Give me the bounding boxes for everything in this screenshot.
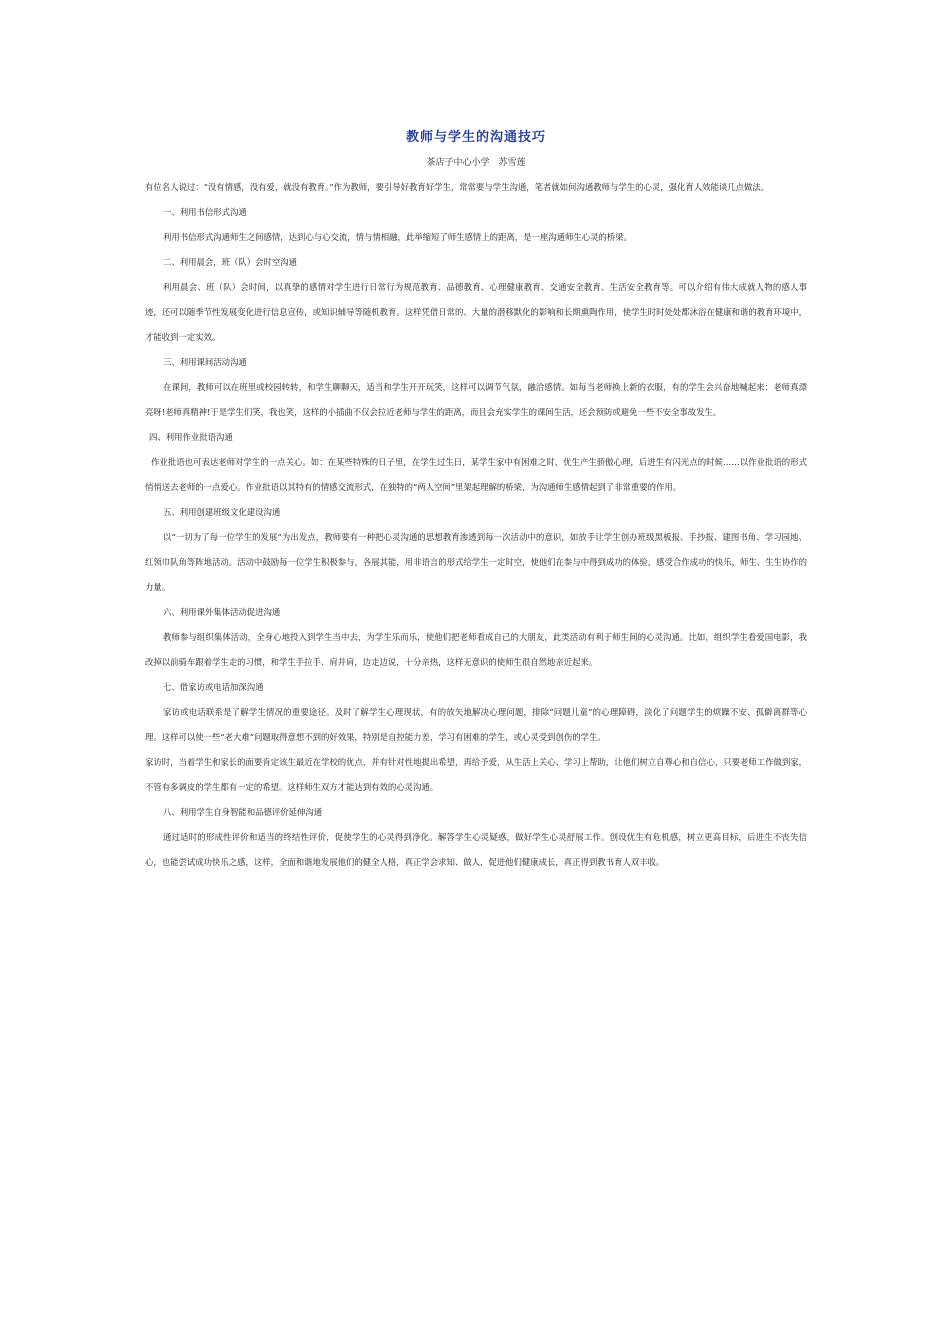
section-heading-7: 七、借家访或电话加深沟通 [163,682,264,692]
intro-paragraph: 有位名人说过：“没有情感，没有爱，就没有教育。”作为教师，要引导好教育好学生，常常要与学生沟通，笔者就如何沟通教师与学生的心灵，强化育人效能谈几点做法。 [145,182,770,192]
section-paragraph-7b: 家访时，当着学生和家长的面要肯定该生最近在学校的优点，并有针对性地提出希望，再给予爱，从生活上关心、学习上帮助，让他们树立自尊心和自信心，只要老师工作做到家，不管有多调皮的学生都有一定的希望。这样师生双方才能达到有效的心灵沟通。 [145,757,807,792]
section-paragraph-5: 以“一切为了每一位学生的发展”为出发点，教师要有一种把心灵沟通的思想教育渗透到每一次活动中的意识，如放手让学生创办班级黑板报、手抄报、建图书角、学习园地、红领巾队角等阵地活动。活动中鼓励每一位学生积极参与，各展其能，用非语言的形式给学生一定时空，使他们在参与中得到成功的体验，感受合作成功的快乐，师生、生生协作的力量。 [145,532,807,592]
section-heading-2: 二、利用晨会，班（队）会时空沟通 [163,257,297,267]
section-heading-6: 六、利用课外集体活动促进沟通 [163,607,281,617]
section-heading-8: 八、利用学生自身智能和品德评价延伸沟通 [163,807,323,817]
section-paragraph-2: 利用晨会、班（队）会时间，以真挚的感情对学生进行日常行为规范教育、品德教育、心理健康教育、交通安全教育、生活安全教育等。可以介绍有伟大成就人物的感人事迹，还可以随季节性发展变化进行信息宣传，或知识辅导等随机教育。这样凭借日常的、大量的潜移默化的影响和长期熏陶作用，使学生时时处处都沐浴在健康和谐的教育环境中，才能收到一定实效。 [145,282,807,342]
section-paragraph-4: 作业批语也可表达老师对学生的一点关心。如：在某些特殊的日子里，在学生过生日，某学生家中有困难之时，优生产生骄傲心理，后进生有闪光点的时候……以作业批语的形式悄悄送去老师的一点爱心。作业批语以其特有的情感交流形式，在独特的“两人空间”里架起理解的桥梁，为沟通师生感情起到了非常重要的作用。 [145,457,807,492]
section-paragraph-7a: 家访或电话联系是了解学生情况的重要途径。及时了解学生心理现状，有的放矢地解决心理问题，排除“问题儿童”的心理障碍，淡化了问题学生的烦躁不安、孤僻离群等心理。这样可以使一些“老大难”问题取得意想不到的好效果，特别是自控能力差，学习有困难的学生，或心灵受到创伤的学生。 [145,707,807,742]
section-paragraph-1: 利用书信形式沟通师生之间感情，达到心与心交流，情与情相融，此举缩短了师生感情上的距离，是一座沟通师生心灵的桥梁。 [163,232,632,242]
section-heading-5: 五、利用创建班级文化建设沟通 [163,507,281,517]
section-paragraph-8: 通过适时的形成性评价和适当的终结性评价，促使学生的心灵得到净化。解答学生心灵疑惑，做好学生心灵舒展工作。创设优生有危机感，树立更高目标，后进生不丧失信心，也能尝试成功快乐之感，这样，全面和谐地发展他们的健全人格，真正学会求知、做人，促进他们健康成长，真正得到教书育人双丰收。 [145,832,807,867]
section-heading-4: 四、利用作业批语沟通 [149,432,233,442]
document-title: 教师与学生的沟通技巧 [405,130,546,145]
section-heading-3: 三、利用课间活动沟通 [163,357,247,367]
section-heading-1: 一、利用书信形式沟通 [163,207,247,217]
document-page [145,126,807,875]
document-author: 茶店子中心小学 苏雪莲 [426,158,526,168]
section-paragraph-3: 在课间，教师可以在班里或校园转转，和学生聊聊天，适当和学生开开玩笑，这样可以调节气氛，融洽感情。如每当老师换上新的衣服，有的学生会兴奋地喊起来：老师真漂亮呀!老师真精神!于是学生们笑，我也笑，这样的小插曲不仅会拉近老师与学生的距离，而且会充实学生的课间生活，还会预防或避免一些不安全事故发生。 [145,382,807,417]
section-paragraph-6: 教师参与组织集体活动，全身心地投入到学生当中去，为学生乐而乐，使他们把老师看成自己的大朋友，此类活动有利于师生间的心灵沟通。比如，组织学生看爱国电影，我改掉以前骑车跟着学生走的习惯，和学生手拉手、肩并肩，边走边说，十分亲热，这样无意识的使师生很自然地亲近起来。 [145,632,807,667]
